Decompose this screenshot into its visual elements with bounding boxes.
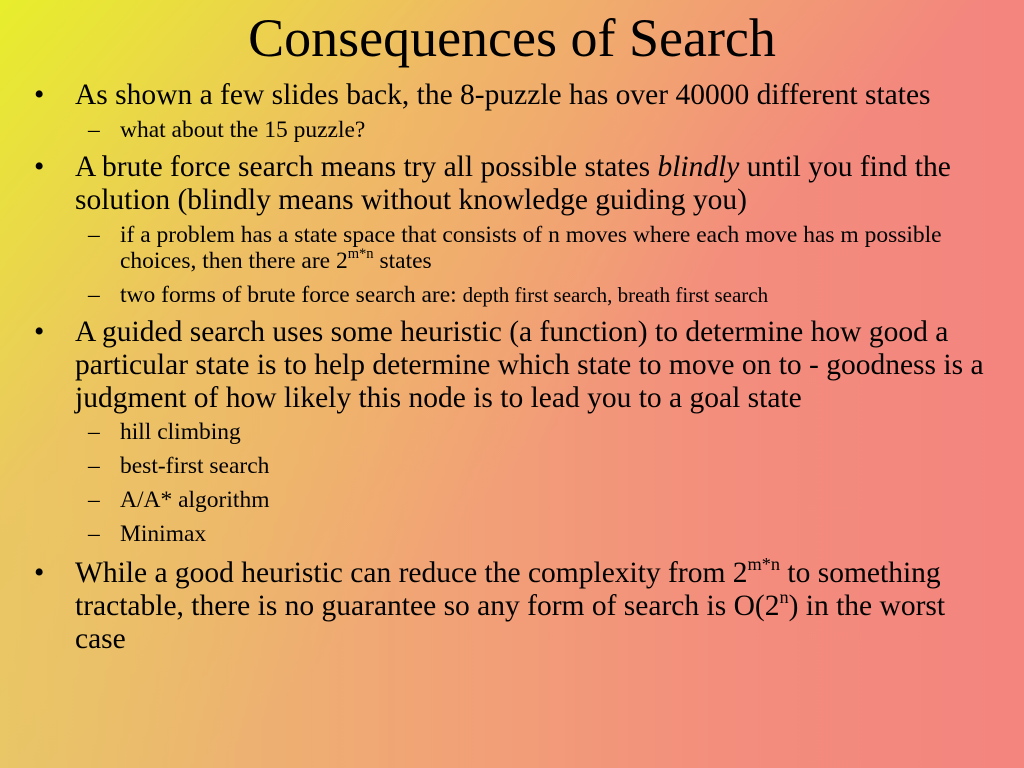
bullet-dot-icon: • xyxy=(34,557,45,589)
dash-icon: – xyxy=(88,222,100,248)
sub-bullet-best-first xyxy=(28,453,998,479)
sub-bullet-hill-climbing xyxy=(28,419,998,445)
bullet-dot-icon: • xyxy=(34,79,45,111)
dash-icon: – xyxy=(88,419,100,445)
dash-icon: – xyxy=(88,487,100,513)
sub-bullet-text-post: states xyxy=(373,248,432,274)
dash-icon: – xyxy=(88,282,100,308)
bullet-text-mid: to something tractable, there is no guarantee so any form of search is O(2 xyxy=(75,557,941,622)
dash-icon: – xyxy=(88,117,100,143)
bullet-text-pre: A brute force search means try all possible states xyxy=(75,151,658,183)
bullet-8-puzzle xyxy=(28,79,998,112)
slide-body xyxy=(28,79,998,659)
bullet-brute-force xyxy=(28,151,998,217)
sub-bullet-text: A/A* algorithm xyxy=(120,487,270,513)
sub-bullet-15-puzzle xyxy=(28,117,998,143)
sub-bullet-two-forms xyxy=(28,282,998,308)
bullet-text: As shown a few slides back, the 8-puzzle has over 40000 different states xyxy=(75,79,931,111)
sub-bullet-text: Minimax xyxy=(120,521,207,547)
sub-bullet-text: best-first search xyxy=(120,453,270,479)
bullet-text-post: ) in the worst case xyxy=(75,590,946,655)
superscript: n xyxy=(779,587,789,608)
sub-bullet-text-pre: if a problem has a state space that consists of n moves where each move has m possible choices, then there are 2 xyxy=(120,222,942,274)
dash-icon: – xyxy=(88,453,100,479)
sub-bullet-a-star xyxy=(28,487,998,513)
bullet-text-post: until you find the solution (blindly means without knowledge guiding you) xyxy=(75,151,951,216)
sub-bullet-text: what about the 15 puzzle? xyxy=(120,117,366,143)
bullet-text-pre: While a good heuristic can reduce the complexity from 2 xyxy=(75,557,748,589)
superscript: m*n xyxy=(747,554,781,575)
sub-bullet-text-small: depth first search, breath first search xyxy=(462,283,769,307)
bullet-dot-icon: • xyxy=(34,316,45,348)
sub-bullet-minimax xyxy=(28,521,998,547)
sub-bullet-text-pre: two forms of brute force search are: xyxy=(120,282,463,308)
bullet-heuristic-complexity xyxy=(28,554,998,656)
slide-title: Consequences of Search xyxy=(248,8,776,68)
bullet-text: A guided search uses some heuristic (a function) to determine how good a particular state is to help determine which state to move on to - goodness is a judgment of how likely this node is to lead you to a goal state xyxy=(75,316,984,414)
superscript: m*n xyxy=(347,246,374,263)
sub-bullet-text: hill climbing xyxy=(120,419,241,445)
sub-bullet-state-space xyxy=(28,222,998,274)
bullet-dot-icon: • xyxy=(34,151,45,183)
dash-icon: – xyxy=(88,521,100,547)
bullet-text-emphasis: blindly xyxy=(657,151,740,183)
bullet-guided-search xyxy=(28,316,998,415)
